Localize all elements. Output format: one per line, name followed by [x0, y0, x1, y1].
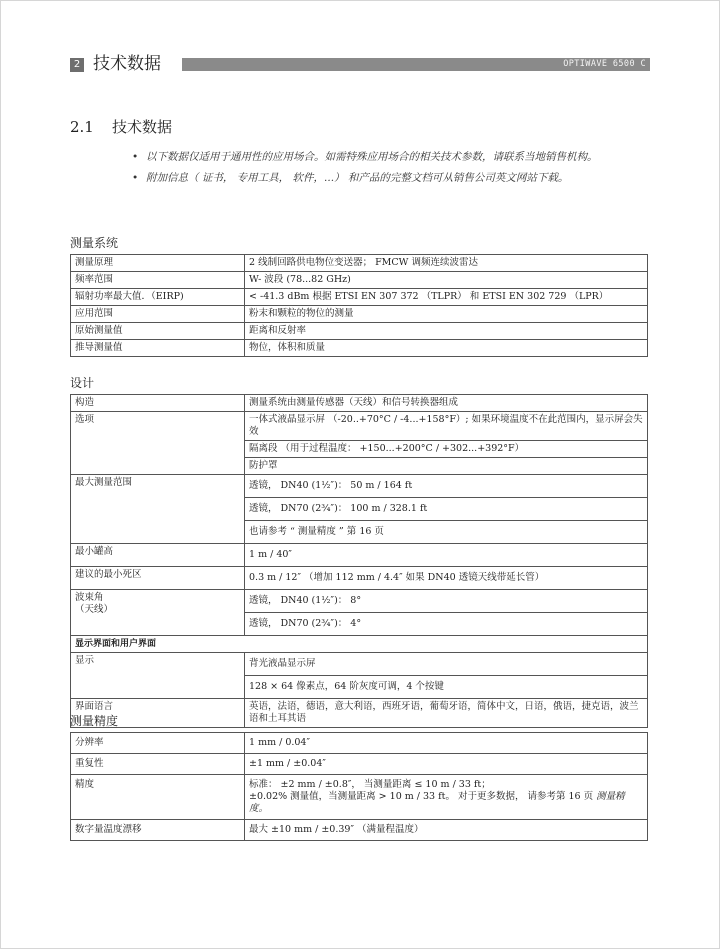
- bullet-item: • 附加信息（ 证书， 专用工具， 软件，...） 和产品的完整文档可从销售公司英文网站下载。: [136, 171, 656, 186]
- table-row: [71, 340, 648, 357]
- row-value: W- 波段 (78...82 GHz): [245, 272, 648, 289]
- accuracy-page-ref: 测量精度。: [249, 791, 625, 814]
- row-label: 精度: [71, 775, 245, 820]
- row-label: 辐射功率最大值．（EIRP): [71, 289, 245, 306]
- table-row: [71, 544, 648, 567]
- row-value: 英语，法语，德语，意大利语，西班牙语，葡萄牙语，简体中文，日语，俄语，捷克语，波兰语和土耳其语: [245, 699, 648, 728]
- beam-angle-label: 波束角: [75, 592, 104, 603]
- row-label: 重复性: [71, 754, 245, 775]
- row-label: 界面语言: [71, 699, 245, 728]
- section-number: 2.1: [70, 118, 94, 136]
- row-value: 透镜， DN70 (2¾″)： 4°: [245, 613, 648, 636]
- row-value: ±1 mm / ±0.04″: [245, 754, 648, 775]
- beam-angle-sublabel: （天线）: [75, 604, 114, 615]
- accuracy-line-2: [249, 791, 643, 815]
- row-value: 1 m / 40″: [245, 544, 648, 567]
- row-value: 最大 ±10 mm / ±0.39″ （满量程温度）: [245, 820, 648, 841]
- row-label: [71, 590, 245, 636]
- row-value: 粉末和颗粒的物位的测量: [245, 306, 648, 323]
- row-value: 128 × 64 像素点，64 阶灰度可调，4 个按键: [245, 676, 648, 699]
- product-name: OPTIWAVE 6500 C: [563, 59, 646, 69]
- table-row: [71, 820, 648, 841]
- measuring-system-heading: 测量系统: [70, 236, 119, 250]
- design-heading: 设计: [70, 376, 95, 390]
- table-row: [71, 289, 648, 306]
- row-value: 测量系统由测量传感器（天线）和信号转换器组成: [245, 395, 648, 412]
- row-value: 隔离段 （用于过程温度： +150...+200°C / +302...+392°F）: [245, 441, 648, 458]
- row-label: 数字量温度漂移: [71, 820, 245, 841]
- info-bullets: [136, 150, 656, 192]
- row-label: 推导测量值: [71, 340, 245, 357]
- table-row: [71, 733, 648, 754]
- row-value: 透镜， DN70 (2¾″)： 100 m / 328.1 ft: [245, 498, 648, 521]
- row-value: 也请参考 “ 测量精度 ” 第 16 页: [245, 521, 648, 544]
- row-label: 原始测量值: [71, 323, 245, 340]
- table-row: [71, 653, 648, 676]
- table-row: [71, 306, 648, 323]
- table-row: [71, 567, 648, 590]
- accuracy-line-1: 标准： ±2 mm / ±0.8″， 当测量距离 ≤ 10 m / 33 ft；: [249, 779, 491, 790]
- row-value: 一体式液晶显示屏 （-20..+70°C / -4...+158°F）; 如果环境温度不在此范围内，显示屏会失效: [245, 412, 648, 441]
- chapter-title: 技术数据: [93, 54, 161, 74]
- row-label: 构造: [71, 395, 245, 412]
- row-value: < -41.3 dBm 根据 ETSI EN 307 372 （TLPR） 和 ETSI EN 302 729 （LPR）: [245, 289, 648, 306]
- table-subheader-row: [71, 636, 648, 653]
- ui-subheader: 显示界面和用户界面: [71, 636, 648, 653]
- section-title: [70, 118, 172, 136]
- row-value: 物位，体积和质量: [245, 340, 648, 357]
- row-value: 防护罩: [245, 458, 648, 475]
- row-value: 2 线制回路供电物位变送器； FMCW 调频连续波雷达: [245, 255, 648, 272]
- chapter-header: [70, 56, 650, 72]
- accuracy-heading: 测量精度: [70, 714, 119, 728]
- table-row: [71, 775, 648, 820]
- accuracy-line-2-text: ±0.02% 测量值，当测量距离 > 10 m / 33 ft。 对于更多数据， 请参考第 16 页: [249, 791, 597, 802]
- row-value: 1 mm / 0.04″: [245, 733, 648, 754]
- table-row: [71, 475, 648, 498]
- table-row: [71, 699, 648, 728]
- table-row: [71, 323, 648, 340]
- design-table: [70, 394, 648, 728]
- measuring-system-table: [70, 254, 648, 357]
- row-label: 测量原理: [71, 255, 245, 272]
- row-value: 背光液晶显示屏: [245, 653, 648, 676]
- table-row: [71, 395, 648, 412]
- table-row: [71, 590, 648, 613]
- header-bar: [182, 58, 650, 71]
- bullet-item: • 以下数据仅适用于通用性的应用场合。如需特殊应用场合的相关技术参数，请联系当地销售机构。: [136, 150, 656, 165]
- section-title-text: 技术数据: [112, 118, 173, 136]
- row-label: 建议的最小死区: [71, 567, 245, 590]
- table-row: [71, 754, 648, 775]
- row-label: 选项: [71, 412, 245, 475]
- row-value: 透镜， DN40 (1½″)： 8°: [245, 590, 648, 613]
- chapter-number-badge: 2: [70, 58, 84, 72]
- accuracy-table: [70, 732, 648, 841]
- row-value: [245, 775, 648, 820]
- table-row: [71, 255, 648, 272]
- row-label: 频率范围: [71, 272, 245, 289]
- row-value: 距离和反射率: [245, 323, 648, 340]
- table-row: [71, 272, 648, 289]
- row-value: 透镜， DN40 (1½″)： 50 m / 164 ft: [245, 475, 648, 498]
- row-label: 应用范围: [71, 306, 245, 323]
- row-label: 最大测量范围: [71, 475, 245, 544]
- row-value: 0.3 m / 12″ （增加 112 mm / 4.4″ 如果 DN40 透镜天线带延长管）: [245, 567, 648, 590]
- row-label: 分辨率: [71, 733, 245, 754]
- table-row: [71, 412, 648, 441]
- row-label: 最小罐高: [71, 544, 245, 567]
- row-label: 显示: [71, 653, 245, 699]
